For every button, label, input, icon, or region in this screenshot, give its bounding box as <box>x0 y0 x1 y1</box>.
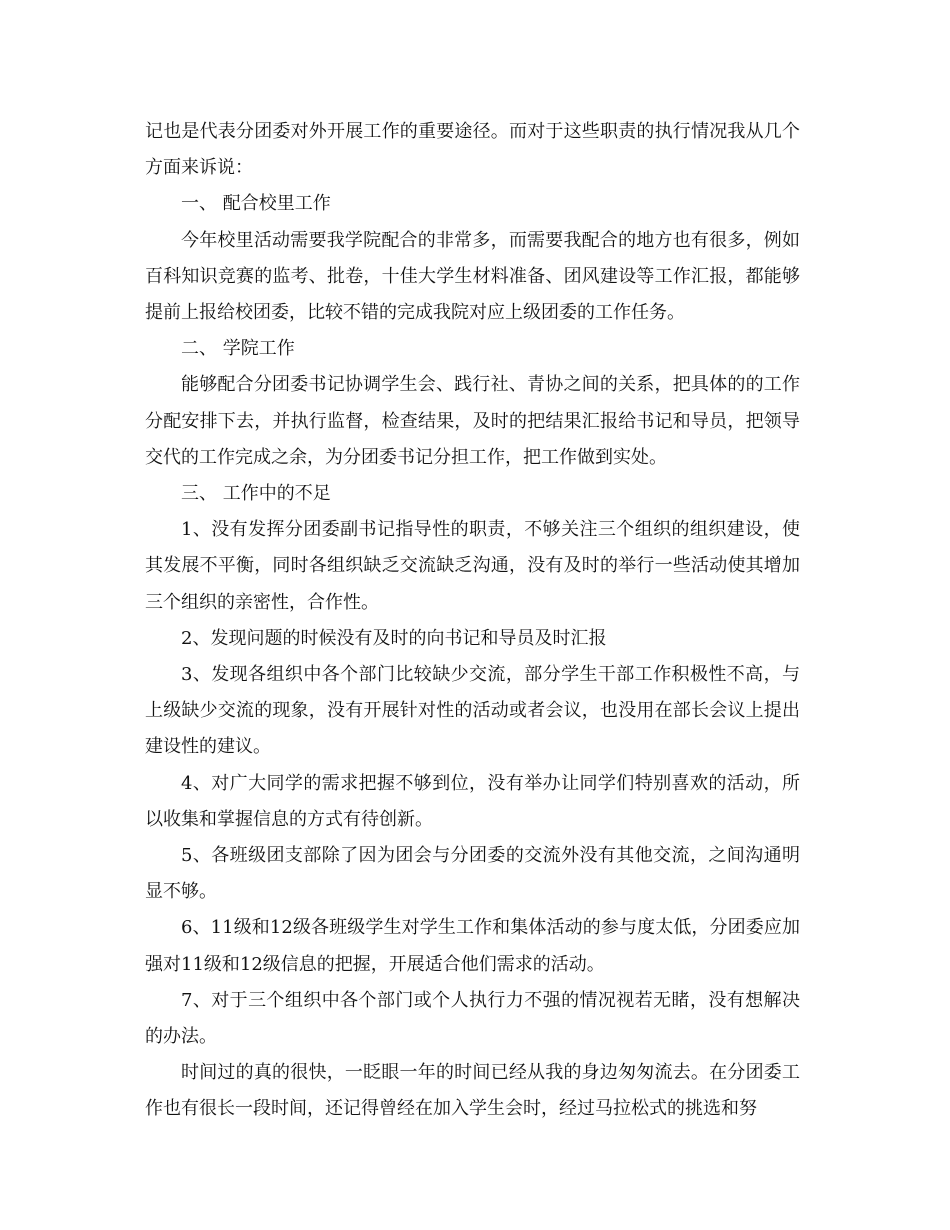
list-item-shortcoming-4: 4、对广大同学的需求把握不够到位，没有举办让同学们特别喜欢的活动，所以收集和掌握信息的方式有待创新。 <box>145 772 800 830</box>
section-heading-shortcomings: 三、 工作中的不足 <box>181 483 331 505</box>
paragraph-intro-continuation: 记也是代表分团委对外开展工作的重要途径。而对于这些职责的执行情况我从几个方面来诉说： <box>145 121 800 179</box>
paragraph-closing-reflection: 时间过的真的很快，一眨眼一年的时间已经从我的身边匆匆流去。在分团委工作也有很长一段时间，还记得曾经在加入学生会时，经过马拉松式的挑选和努 <box>145 1062 800 1120</box>
list-item-shortcoming-5: 5、各班级团支部除了因为团会与分团委的交流外没有其他交流，之间沟通明显不够。 <box>145 845 800 903</box>
section-heading-college-work: 二、 学院工作 <box>181 338 295 360</box>
list-item-shortcoming-3: 3、发现各组织中各个部门比较缺少交流，部分学生干部工作积极性不高，与上级缺少交流的现象，没有开展针对性的活动或者会议，也没用在部长会议上提出建设性的建议。 <box>145 664 800 758</box>
list-item-shortcoming-2: 2、发现问题的时候没有及时的向书记和导员及时汇报 <box>181 627 607 649</box>
paragraph-school-work: 今年校里活动需要我学院配合的非常多，而需要我配合的地方也有很多，例如百科知识竞赛的监考、批卷，十佳大学生材料准备、团风建设等工作汇报，都能够提前上报给校团委，比较不错的完成我院对应上级团委的工作任务。 <box>145 229 800 324</box>
list-item-shortcoming-1: 1、没有发挥分团委副书记指导性的职责，不够关注三个组织的组织建设，使其发展不平衡，同时各组织缺乏交流缺乏沟通，没有及时的举行一些活动使其增加三个组织的亲密性，合作性。 <box>145 519 800 613</box>
list-item-shortcoming-7: 7、对于三个组织中各个部门或个人执行力不强的情况视若无睹，没有想解决的办法。 <box>145 989 800 1048</box>
list-item-shortcoming-6: 6、11级和12级各班级学生对学生工作和集体活动的参与度太低，分团委应加强对11级和12级信息的把握，开展适合他们需求的活动。 <box>145 917 800 975</box>
section-heading-school-work: 一、 配合校里工作 <box>181 193 331 215</box>
paragraph-college-work: 能够配合分团委书记协调学生会、践行社、青协之间的关系，把具体的的工作分配安排下去，并执行监督，检查结果，及时的把结果汇报给书记和导员，把领导交代的工作完成之余，为分团委书记分担工作，把工作做到实处。 <box>145 374 800 468</box>
